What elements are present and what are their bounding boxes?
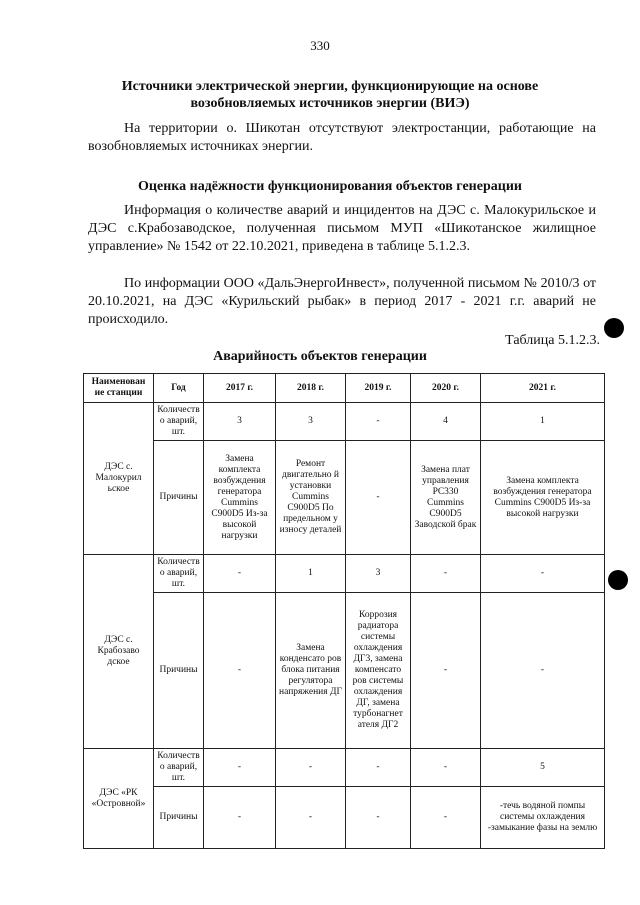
accident-table (83, 373, 605, 849)
cell-value: 1 (481, 403, 605, 441)
table-number: Таблица 5.1.2.3. (505, 333, 600, 348)
cell-value: 3 (346, 555, 411, 593)
header-year: Год (154, 374, 204, 403)
cell-value: Коррозия радиатора системы охлаждения ДГ3, замена компенсато ров системы охлаждения ДГ, замена турбонагнет ателя ДГ2 (346, 593, 411, 749)
row-label: Количеств о аварий, шт. (154, 555, 204, 593)
cell-value: Ремонт двигательно й установки Cummins C900D5 По предельном у износу деталей (276, 441, 346, 555)
row-label: Количеств о аварий, шт. (154, 403, 204, 441)
cell-value: - (411, 749, 481, 787)
cell-value: Замена комплекта возбуждения генератора Cummins C900D5 Из-за высокой нагрузки (204, 441, 276, 555)
reliability-paragraph-1: Информация о количестве аварий и инцидентов на ДЭС с. Малокурильское и ДЭС с.Крабозаводское, полученная письмом МУП «Шикотанское жилищное управление» № 1542 от 22.10.2021, приведена в таблице 5.1.2.3. (88, 203, 596, 254)
table-row (84, 749, 605, 787)
cell-value: Замена конденсато ров блока питания регулятора напряжения ДГ (276, 593, 346, 749)
cell-value: - (411, 555, 481, 593)
row-label: Количеств о аварий, шт. (154, 749, 204, 787)
cell-value: - (276, 749, 346, 787)
vie-title-line1: Источники электрической энергии, функционирующие на основе (121, 79, 539, 94)
cell-value: - (481, 555, 605, 593)
row-label: Причины (154, 787, 204, 849)
table-row (84, 787, 605, 849)
table-title: Аварийность объектов генерации (213, 349, 427, 364)
table-row (84, 441, 605, 555)
vie-paragraph: На территории о. Шикотан отсутствуют электростанции, работающие на возобновляемых источниках энергии. (88, 121, 596, 154)
header-2019: 2019 г. (346, 374, 411, 403)
cell-value: - (346, 749, 411, 787)
cell-value: 3 (276, 403, 346, 441)
cell-value: - (346, 441, 411, 555)
cell-value: 1 (276, 555, 346, 593)
reliability-section-title: Оценка надёжности функционирования объектов генерации (138, 179, 522, 194)
station-name: ДЭС с. Малокурил ьское (84, 403, 154, 555)
cell-value: Замена комплекта возбуждения генератора Cummins C900D5 Из-за высокой нагрузки (481, 441, 605, 555)
cell-value: - (346, 787, 411, 849)
cell-value: - (276, 787, 346, 849)
cell-value: - (204, 593, 276, 749)
header-2017: 2017 г. (204, 374, 276, 403)
cell-value: - (481, 593, 605, 749)
page-number: 330 (310, 38, 330, 53)
table-header-row (84, 374, 605, 403)
header-2021: 2021 г. (481, 374, 605, 403)
cell-value: - (204, 749, 276, 787)
cell-value: 4 (411, 403, 481, 441)
reliability-paragraph-2: По информации ООО «ДальЭнергоИнвест», полученной письмом № 2010/3 от 20.10.2021, на ДЭС «Курильский рыбак» в период 2017 - 2021 г.г. аварий не происходило. (88, 276, 596, 327)
header-2020: 2020 г. (411, 374, 481, 403)
header-station: Наименован ие станции (84, 374, 154, 403)
cell-value: - (411, 593, 481, 749)
cell-value: - (411, 787, 481, 849)
vie-section-title (90, 78, 570, 112)
station-name: ДЭС «РК «Островной» (84, 749, 154, 849)
punch-hole-mark (608, 570, 628, 590)
cell-value: 3 (204, 403, 276, 441)
cell-value: 5 (481, 749, 605, 787)
header-2018: 2018 г. (276, 374, 346, 403)
row-label: Причины (154, 441, 204, 555)
cell-value: - (204, 787, 276, 849)
vie-title-line2: возобновляемых источников энергии (ВИЭ) (190, 96, 470, 111)
punch-hole-mark (604, 318, 624, 338)
table-row (84, 593, 605, 749)
table-row (84, 403, 605, 441)
row-label: Причины (154, 593, 204, 749)
table-row (84, 555, 605, 593)
cell-value: Замена плат управления PC330 Cummins C900D5 Заводской брак (411, 441, 481, 555)
cell-value: -течь водяной помпы системы охлаждения -замыкание фазы на землю (481, 787, 605, 849)
cell-value: - (204, 555, 276, 593)
station-name: ДЭС с. Крабозаво дское (84, 555, 154, 749)
cell-value: - (346, 403, 411, 441)
